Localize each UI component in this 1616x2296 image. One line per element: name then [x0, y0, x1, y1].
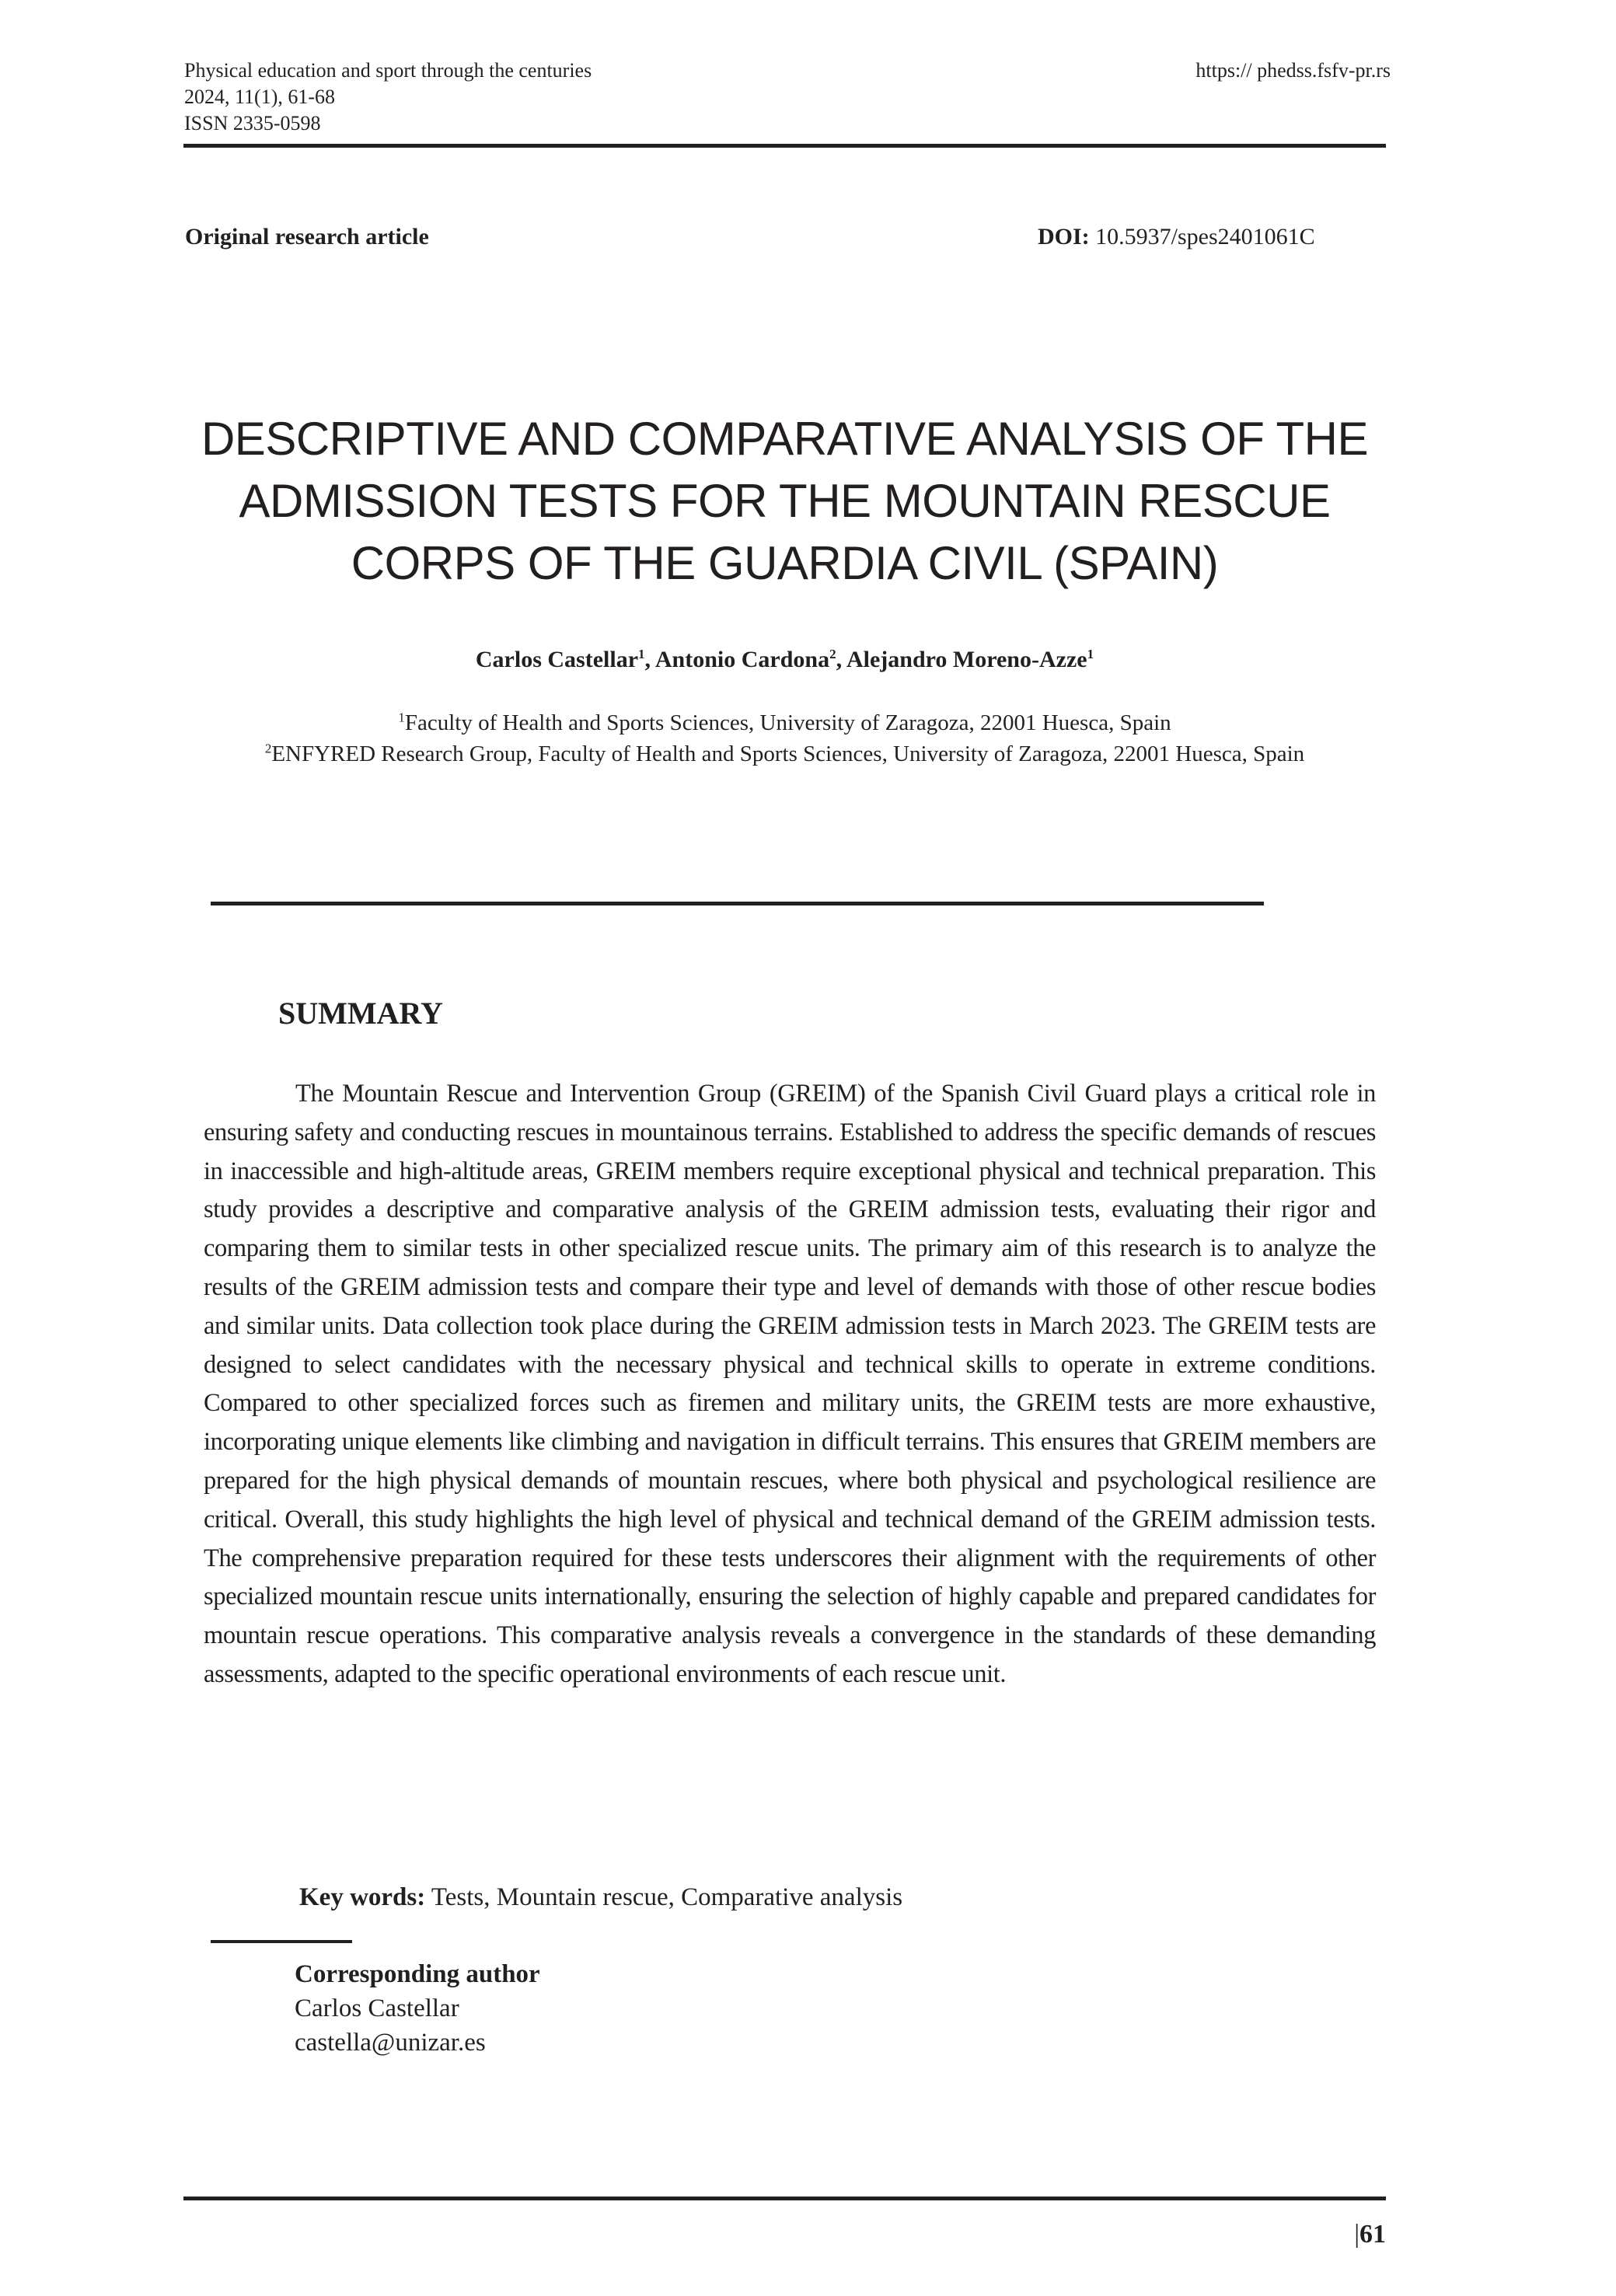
author-separator: , [836, 647, 846, 672]
keywords-value: Tests, Mountain rescue, Comparative analysis [425, 1883, 903, 1911]
title-line: CORPS OF THE GUARDIA CIVIL (SPAIN) [351, 537, 1219, 589]
affiliations [183, 707, 1386, 769]
header-rule [183, 144, 1386, 148]
journal-url[interactable]: https:// phedss.fsfv-pr.rs [1195, 59, 1391, 82]
affil-sup: 1 [398, 710, 405, 725]
title-line: ADMISSION TESTS FOR THE MOUNTAIN RESCUE [239, 475, 1331, 527]
author-name: Antonio Cardona [654, 647, 830, 672]
author-affil-sup: 2 [829, 647, 836, 661]
corresponding-heading: Corresponding author [295, 1960, 540, 1988]
footer-rule [183, 2197, 1386, 2200]
footnote-rule [211, 1940, 352, 1943]
corresponding-name: Carlos Castellar [295, 1994, 459, 2022]
page-number [1354, 2220, 1386, 2249]
journal-name: Physical education and sport through the centuries [184, 59, 592, 82]
affil-text: Faculty of Health and Sports Sciences, University of Zaragoza, 22001 Huesca, Spain [404, 710, 1171, 735]
title-line: DESCRIPTIVE AND COMPARATIVE ANALYSIS OF THE [201, 413, 1369, 465]
section-divider [211, 902, 1264, 905]
keywords-label: Key words: [299, 1883, 426, 1911]
author-affil-sup: 1 [638, 647, 645, 661]
paper-title [183, 408, 1386, 595]
journal-volume: 2024, 11(1), 61-68 [184, 85, 336, 108]
running-header [184, 58, 592, 137]
author-separator: , [644, 647, 655, 672]
corresponding-author [295, 1957, 540, 2060]
corresponding-email[interactable]: castella@unizar.es [295, 2029, 486, 2057]
journal-issn: ISSN 2335-0598 [184, 112, 321, 134]
author-affil-sup: 1 [1087, 647, 1094, 661]
affil-text: ENFYRED Research Group, Faculty of Health and Sports Sciences, University of Zaragoza, 22001 Huesca, Spain [271, 741, 1305, 766]
affil-sup: 2 [264, 741, 272, 756]
article-type: Original research article [185, 224, 429, 249]
author-name: Carlos Castellar [475, 647, 639, 672]
affiliation [183, 738, 1386, 769]
page-bar: | [1354, 2220, 1359, 2249]
doi-label: DOI: [1038, 224, 1090, 249]
doi [1038, 224, 1315, 250]
summary-heading: SUMMARY [278, 996, 443, 1031]
affiliation [183, 707, 1386, 738]
summary-text: The Mountain Rescue and Intervention Group (GREIM) of the Spanish Civil Guard plays a critical role in ensuring safety and conducting rescues in mountainous terrains. Established to address the specific demands of rescues in inaccessible and high-altitude areas, GREIM members require exceptional physical and technical preparation. This study provides a descriptive and comparative analysis of the GREIM admission tests, evaluating their rigor and comparing them to similar tests in other specialized rescue units. The primary aim of this research is to analyze the results of the GREIM admission tests and compare their type and level of demands with those of other rescue bodies and similar units. Data collection took place during the GREIM admission tests in March 2023. The GREIM tests are designed to select candidates with the necessary physical and technical skills to operate in extreme conditions. Compared to other specialized forces such as firemen and military units, the GREIM tests are more exhaustive, incorporating unique elements like climbing and navigation in difficult terrains. This ensures that GREIM members are prepared for the high physical demands of mountain rescues, where both physical and psychological resilience are critical. Overall, this study highlights the high level of physical and technical demand of the GREIM admission tests. The comprehensive preparation required for these tests underscores their alignment with the requirements of other specialized mountain rescue units internationally, ensuring the selection of highly capable and prepared candidates for mountain rescue operations. This comparative analysis reveals a convergence in the standards of these demanding assessments, adapted to the specific operational environments of each rescue unit. [204, 1080, 1376, 1688]
author-list [183, 647, 1386, 673]
page-number-value: 61 [1359, 2220, 1386, 2249]
doi-value[interactable]: 10.5937/spes2401061C [1089, 224, 1315, 249]
author-name: Alejandro Moreno-Azze [846, 647, 1087, 672]
keywords [299, 1883, 902, 1912]
